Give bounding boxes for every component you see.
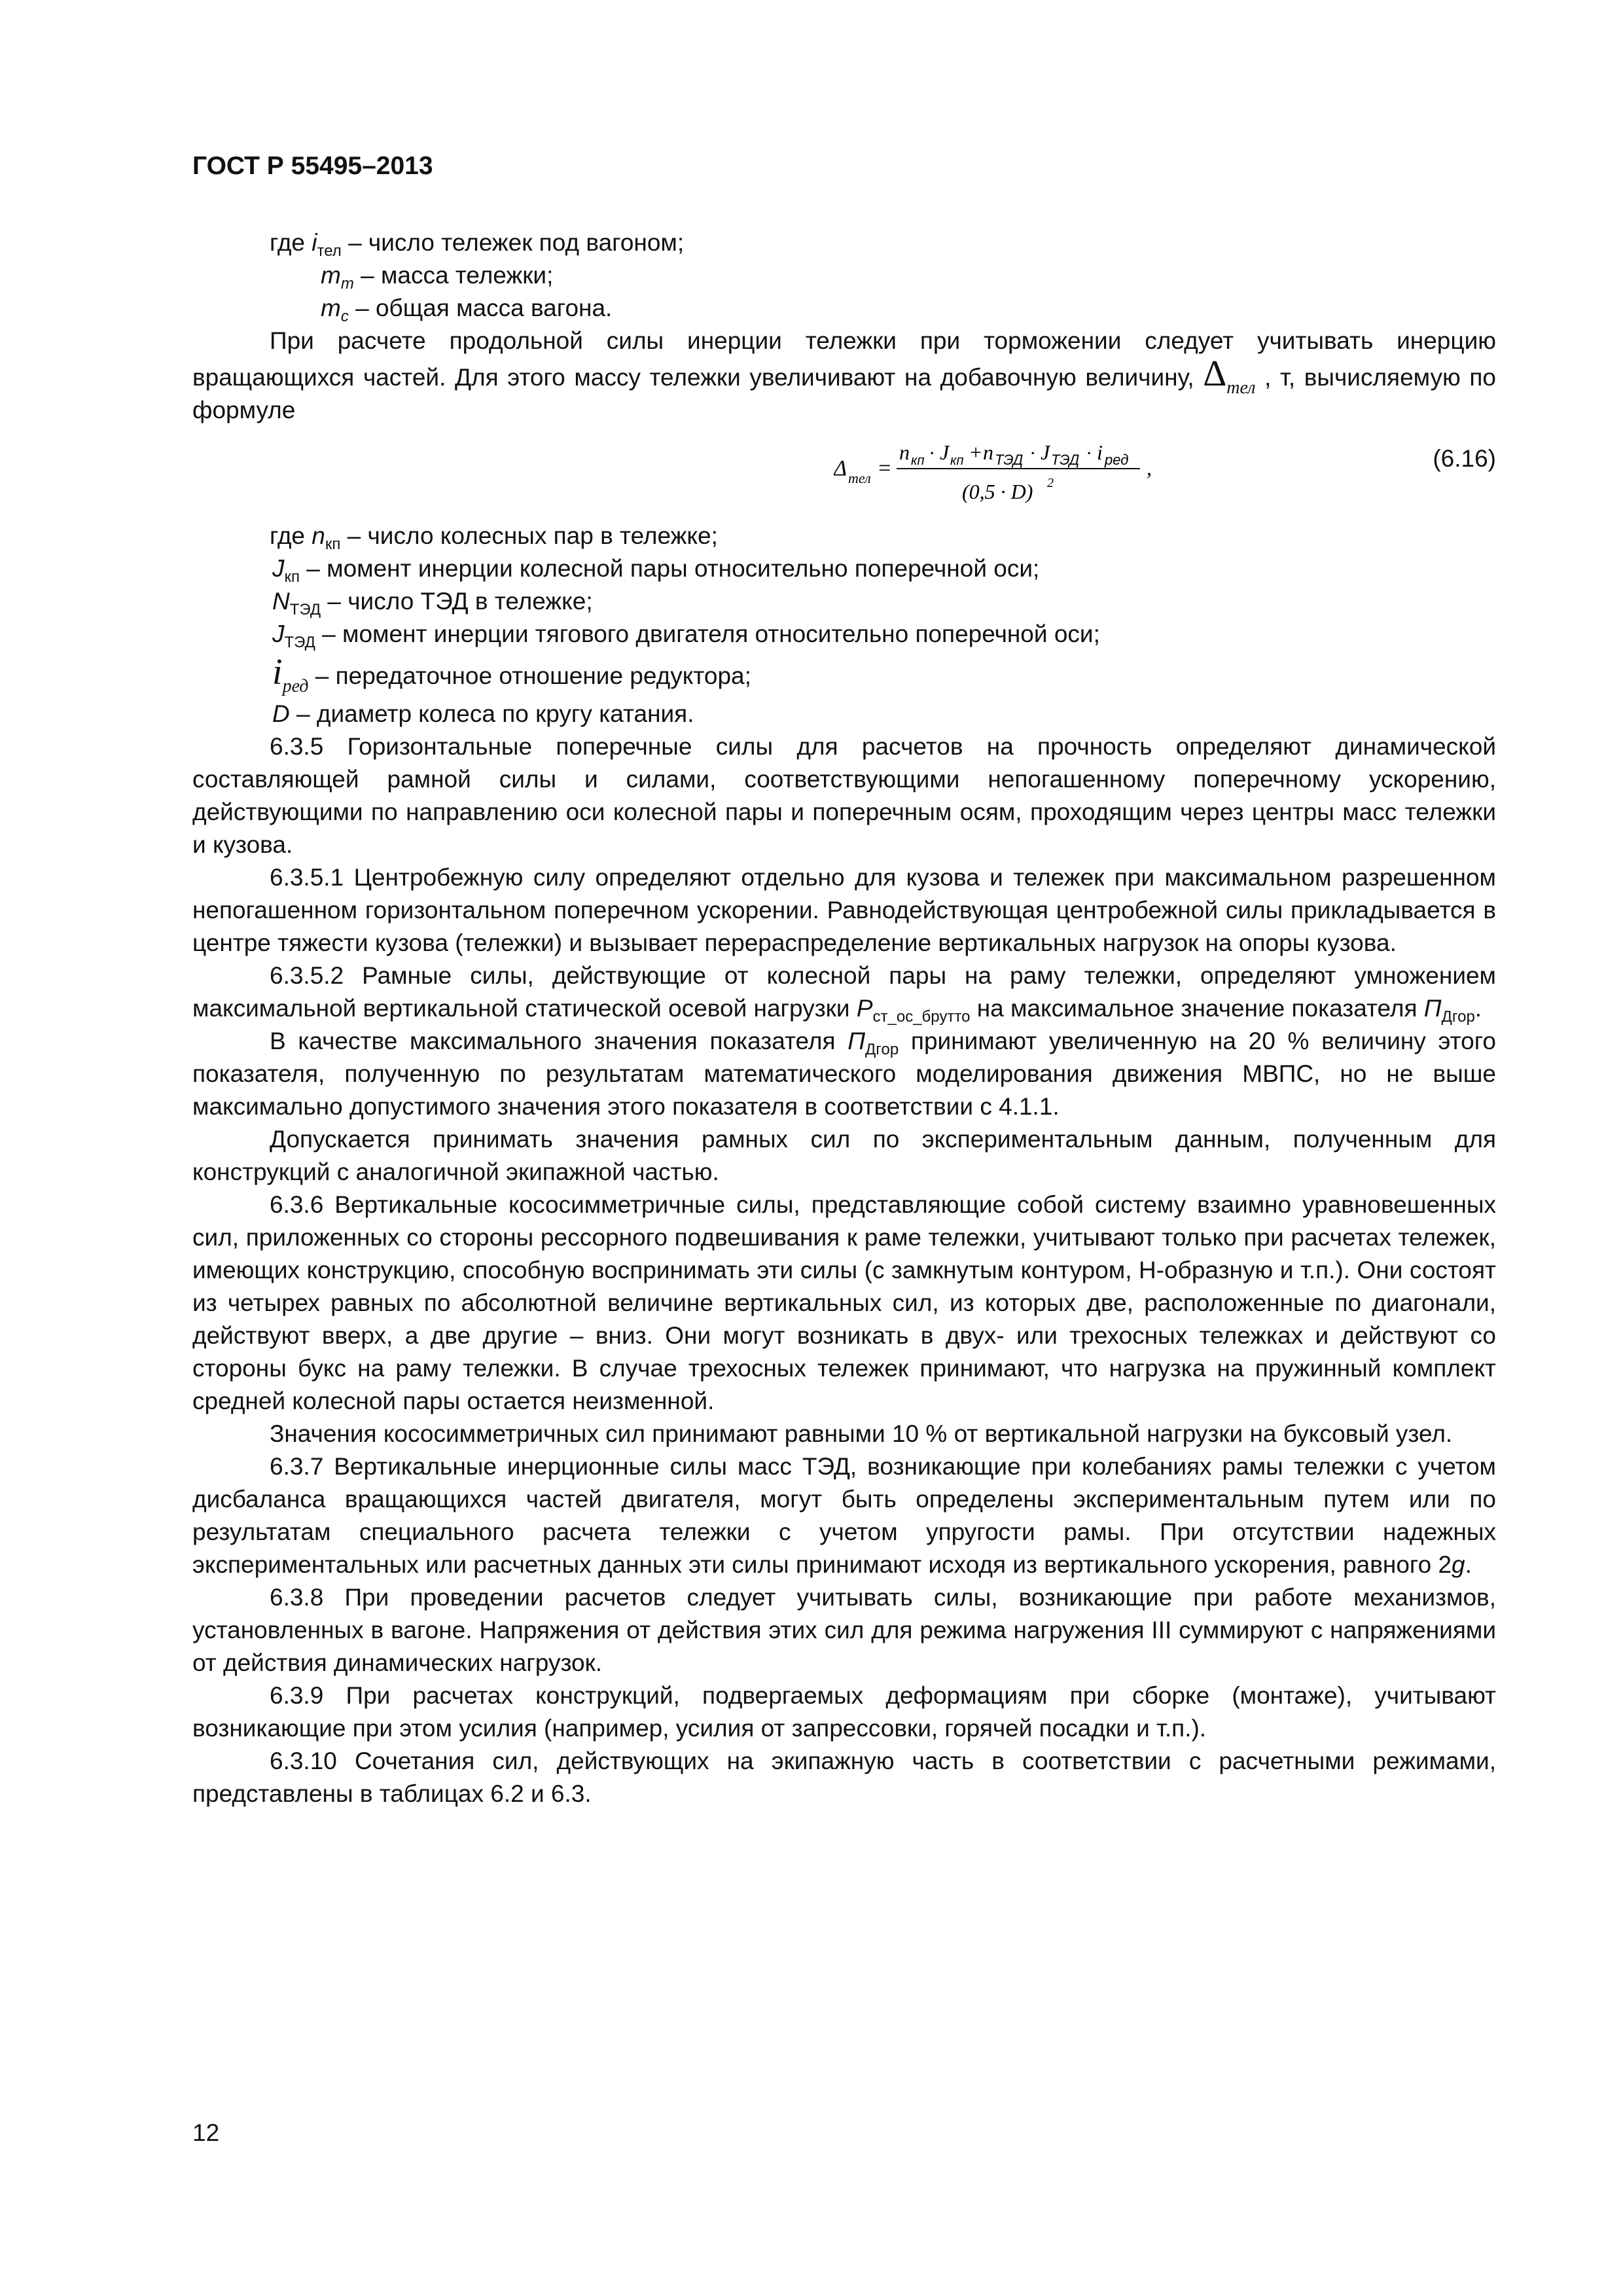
paragraph-max-value: В качестве максимального значения показателя $П_{Дгор}$ принимают увеличенную на 20 % величину этого показателя, полученную по результатам математического моделирования движения МВПС, но не выше максимально допустимого значения этого показателя в соответствии с 4.1.1. <box>192 1028 1496 1120</box>
numerator-ted-sub: ТЭД <box>995 452 1024 468</box>
definition-J-ted: $J_{ТЭД}$ – момент инерции тягового двигателя относительно поперечной оси; <box>272 620 1100 651</box>
document-header: ГОСТ Р 55495–2013 <box>192 152 433 180</box>
numerator-J-ted: J <box>1041 440 1050 464</box>
definitions-group-2 <box>192 520 1496 552</box>
formula-equals: = <box>877 456 892 480</box>
definition-D: D – диаметр колеса по кругу катания. <box>272 700 694 727</box>
numerator-J-ted-sub: ТЭД <box>1051 452 1080 468</box>
paragraph-6-3-10: 6.3.10 Сочетания сил, действующих на экипажную часть в соответствии с расчетными режимами, представлены в таблицах 6.2 и 6.3. <box>192 1748 1496 1807</box>
numerator-n-ted: n <box>983 440 993 464</box>
formula-comma: , <box>1147 456 1152 480</box>
numerator-n: n <box>899 440 910 464</box>
definitions-group-1 <box>192 226 1496 259</box>
numerator-J-kp-sub: кп <box>950 454 964 468</box>
definition-n-kp: где $n_{кп}$ – число колесных пар в тележке; <box>270 522 718 553</box>
formula-6-16 <box>192 431 1496 516</box>
numerator-dot-1: · <box>929 442 935 464</box>
definition-m-c: $m_c$ – общая масса вагона. <box>321 295 613 325</box>
definition-m-t: $m_т$ – масса тележки; <box>321 262 554 293</box>
paragraph-6-3-5-1: 6.3.5.1 Центробежную силу определяют отдельно для кузова и тележек при максимальном разрешенном непогашенном горизонтальном поперечном ускорении. Равнодействующая центробежной силы прикладывается в центре тяжести кузова (тележки) и вызывает перераспределение вертикальных нагрузок на опоры кузова. <box>192 864 1496 956</box>
numerator-plus: + <box>969 440 983 464</box>
page-number: 12 <box>192 2119 220 2146</box>
definitions-group-2b <box>192 552 1496 730</box>
numerator-J-kp: J <box>940 440 950 464</box>
formula-number: (6.16) <box>1433 445 1496 472</box>
paragraph-6-3-5: 6.3.5 Горизонтальные поперечные силы для расчетов на прочность определяют динамической составляющей рамной силы и силами, соответствующими непогашенному поперечному ускорению, действующими по направлению оси колесной пары и поперечным осям, проходящим через центры масс тележки и кузова. <box>192 733 1496 858</box>
definition-i-tel: где $i_{тел}$ – число тележек под вагоном; <box>270 229 685 260</box>
numerator-red-sub: ред <box>1105 452 1129 468</box>
definition-N-ted: $N_{ТЭД}$ – число ТЭД в тележке; <box>272 588 593 619</box>
numerator-dot-3: · <box>1086 442 1092 464</box>
formula-lhs: Δ <box>834 456 847 480</box>
paragraph-6-3-6: 6.3.6 Вертикальные кососимметричные силы, представляющие собой систему взаимно уравновешенных сил, приложенных со стороны рессорного подвешивания к раме тележки, учитывают только при расчетах тележек, имеющих конструкцию, способную воспринимать эти силы (с замкнутым контуром, Н-образную и т.п.). Они состоят из четырех равных по абсолютной величине вертикальных сил, из которых две, расположенные по диагонали, действуют вверх, а две другие – вниз. Они могут возникать в двух- или трехосных тележках и действуют со стороны букс на раму тележки. В случае трехосных тележек принимают, что нагрузка на пружинный комплект средней колесной пары остается неизменной. <box>192 1191 1496 1414</box>
numerator-kp-sub: кп <box>911 454 925 468</box>
document-body <box>192 226 1496 1810</box>
paragraph-6-3-5-2: 6.3.5.2 Рамные силы, действующие от колесной пары на раму тележки, определяют умножением максимальной вертикальной статической осевой нагрузки $P_{ст\_ос\_брутто}$ на максимальное значение показателя $П_{Дгор}$. <box>192 962 1496 1026</box>
paragraph-6-3-9: 6.3.9 При расчетах конструкций, подвергаемых деформациям при сборке (монтаже), учитывают возникающие при этом усилия (например, усилия от запрессовки, горячей посадки и т.п.). <box>192 1682 1496 1742</box>
paragraph-skew-values: Значения кососимметричных сил принимают равными 10 % от вертикальной нагрузки на буксовый узел. <box>270 1420 1453 1447</box>
definition-i-red: $i_{ред}$ – передаточное отношение редуктора; <box>272 652 751 696</box>
paragraph-inertia: При расчете продольной силы инерции тележки при торможении следует учитывать инерцию вращающихся частей. Для этого массу тележки увеличивают на добавочную величину, $\Delta_{тел}$ , т, вычисляемую по формуле <box>192 327 1496 423</box>
numerator-dot-2: · <box>1030 442 1035 464</box>
paragraph-6-3-7: 6.3.7 Вертикальные инерционные силы масс ТЭД, возникающие при колебаниях рамы тележки с учетом дисбаланса вращающихся частей двигателя, могут быть определены экспериментальным путем или по результатам специального расчета тележки с учетом упругости рамы. При отсутствии надежных экспериментальных или расчетных данных эти силы принимают исходя из вертикального ускорения, равного 2g. <box>192 1453 1496 1578</box>
denominator: (0,5 · D) <box>962 480 1033 503</box>
paragraph-experimental: Допускается принимать значения рамных сил по экспериментальным данным, полученным для конструкций с аналогичной экипажной частью. <box>192 1126 1496 1185</box>
definitions-group-1b <box>192 259 1496 325</box>
denominator-square: 2 <box>1047 476 1054 490</box>
formula-lhs-sub: тел <box>848 470 871 486</box>
formula-graphic <box>834 431 1161 516</box>
paragraph-6-3-8: 6.3.8 При проведении расчетов следует учитывать силы, возникающие при работе механизмов, установленных в вагоне. Напряжения от действия этих сил для режима нагружения III суммируют с напряжениями от действия динамических нагрузок. <box>192 1584 1496 1676</box>
numerator-i: i <box>1097 440 1103 464</box>
definition-J-kp: $J_{кп}$ – момент инерции колесной пары относительно поперечной оси; <box>272 555 1040 586</box>
